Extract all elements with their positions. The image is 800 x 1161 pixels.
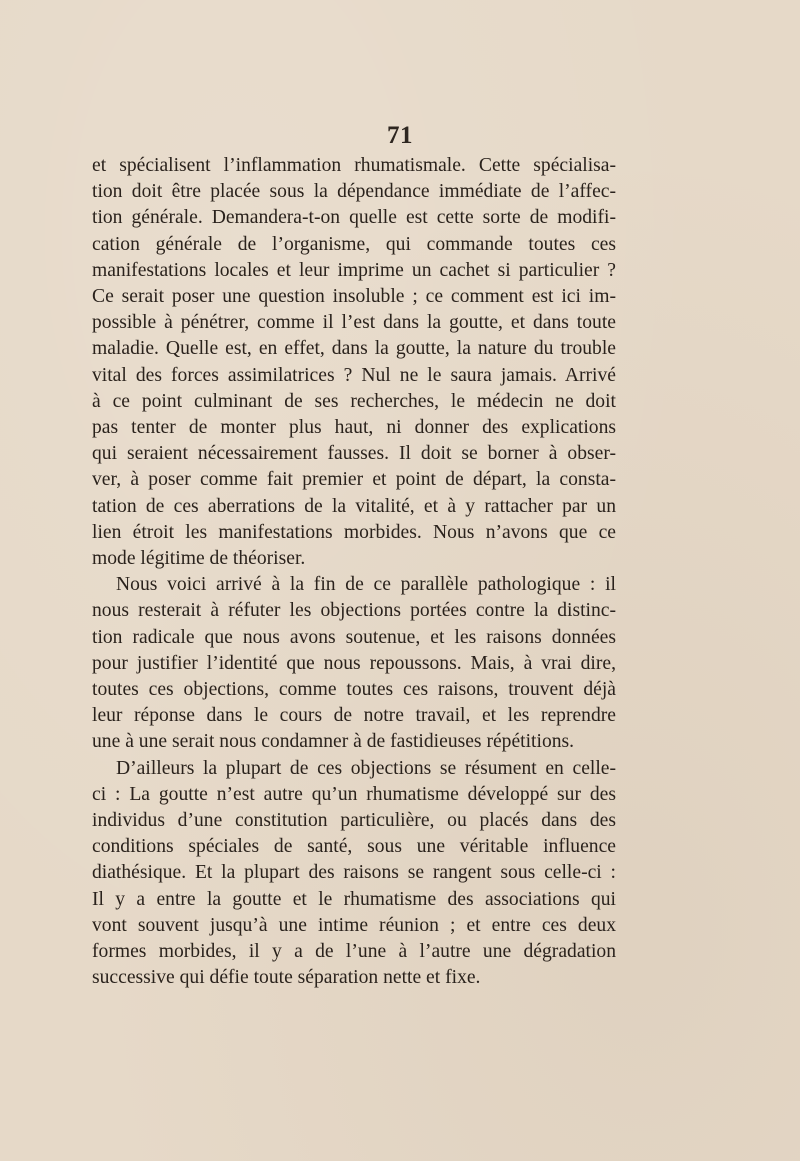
text-line: ci : La goutte n’est autre qu’un rhumatisme développé sur des xyxy=(92,783,616,805)
text-line: maladie. Quelle est, en effet, dans la goutte, la nature du trouble xyxy=(92,338,616,360)
text-line: cation générale de l’organisme, qui commande toutes ces xyxy=(92,233,616,255)
text-line: Ce serait poser une question insoluble ; ce comment est ici im- xyxy=(92,286,616,308)
text-line: vital des forces assimilatrices ? Nul ne le saura jamais. Arrivé xyxy=(92,364,616,386)
text-line: tion doit être placée sous la dépendance immédiate de l’affec- xyxy=(92,181,616,203)
text-line: pour justifier l’identité que nous repoussons. Mais, à vrai dire, xyxy=(92,652,616,674)
body-text xyxy=(92,153,616,992)
text-line: qui seraient nécessairement fausses. Il doit se borner à obser- xyxy=(92,443,616,465)
text-line: diathésique. Et la plupart des raisons se rangent sous celle-ci : xyxy=(92,862,616,884)
text-line: tation de ces aberrations de la vitalité, et à y rattacher par un xyxy=(92,495,616,517)
text-line: tion radicale que nous avons soutenue, et les raisons données xyxy=(92,626,616,648)
text-line: leur réponse dans le cours de notre travail, et les reprendre xyxy=(92,705,616,727)
paragraph xyxy=(92,153,616,572)
text-line: et spécialisent l’inflammation rhumatismale. Cette spécialisa- xyxy=(92,155,616,176)
text-line: D’ailleurs la plupart de ces objections se résument en celle- xyxy=(116,757,616,779)
text-line: vont souvent jusqu’à une intime réunion ; et entre ces deux xyxy=(92,914,616,936)
text-line: successive qui défie toute séparation nette et fixe. xyxy=(92,967,481,989)
text-line: tion générale. Demandera-t-on quelle est cette sorte de modifi- xyxy=(92,207,616,229)
text-line: Il y a entre la goutte et le rhumatisme des associations qui xyxy=(92,888,616,910)
text-line: lien étroit les manifestations morbides. Nous n’avons que ce xyxy=(92,521,616,543)
text-line: nous resterait à réfuter les objections portées contre la distinc- xyxy=(92,600,616,622)
text-line: possible à pénétrer, comme il l’est dans la goutte, et dans toute xyxy=(92,312,616,334)
text-line: Nous voici arrivé à la fin de ce parallèle pathologique : il xyxy=(116,574,616,596)
text-line: ver, à poser comme fait premier et point de départ, la consta- xyxy=(92,469,616,491)
text-line: pas tenter de monter plus haut, ni donner des explications xyxy=(92,417,616,439)
text-line: conditions spéciales de santé, sous une véritable influence xyxy=(92,836,616,858)
text-line: manifestations locales et leur imprime un cachet si particulier ? xyxy=(92,259,616,281)
paragraph xyxy=(92,756,616,992)
text-line: à ce point culminant de ses recherches, le médecin ne doit xyxy=(92,390,616,412)
text-line: toutes ces objections, comme toutes ces raisons, trouvent déjà xyxy=(92,679,616,701)
text-line: une à une serait nous condamner à de fastidieuses répétitions. xyxy=(92,731,575,753)
text-line: mode légitime de théoriser. xyxy=(92,548,306,570)
paragraph xyxy=(92,572,616,755)
text-line: individus d’une constitution particulière, ou placés dans des xyxy=(92,810,616,832)
text-line: formes morbides, il y a de l’une à l’autre une dégradation xyxy=(92,941,616,963)
page-number: 71 xyxy=(387,122,413,149)
